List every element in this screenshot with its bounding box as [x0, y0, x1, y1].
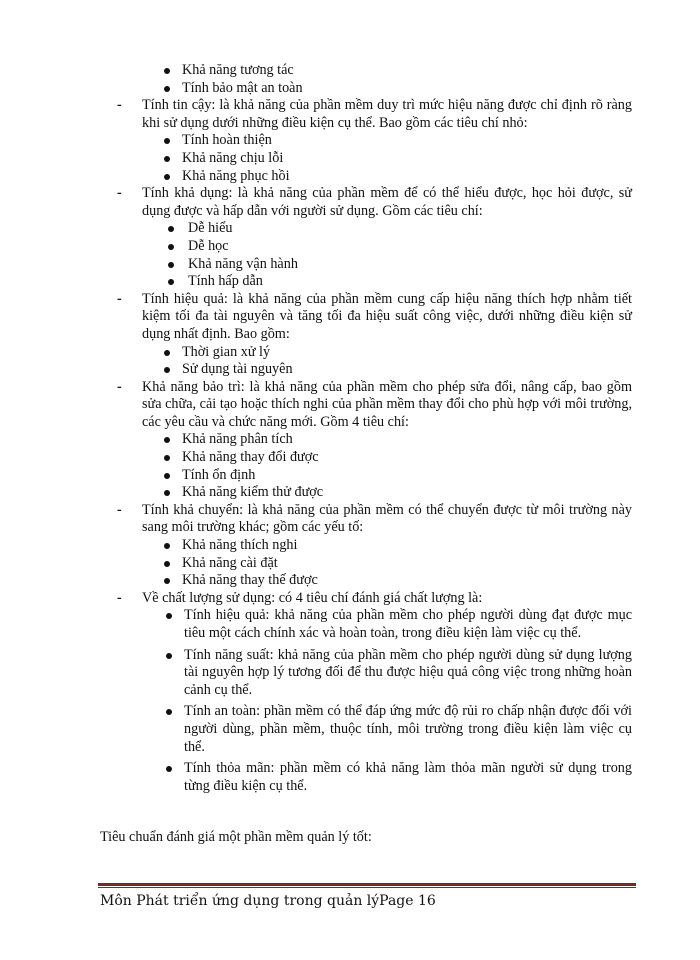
section-text: Khả năng bảo trì: là khả năng của phần mềm cho phép sửa đổi, nâng cấp, bao gồm sửa chữa, cải tạo hoặc thích nghi của phần mềm thay đổi cho phù hợp với môi trường, các yêu cầu và chức năng mới. Gồm 4 tiêu chí:: [142, 378, 632, 430]
list-item: Khả năng chịu lỗi: [142, 150, 632, 168]
list-item: Khả năng thay thế được: [142, 572, 632, 590]
list-item: Thời gian xử lý: [142, 344, 632, 362]
list-item: Tính năng suất: khả năng của phần mềm cho phép người dùng sử dụng lượng tài nguyên hợp lý tương đối để thu được hiệu quả công việc trong những hoàn cảnh cụ thể.: [142, 647, 632, 700]
section-text: Tính tin cậy: là khả năng của phần mềm duy trì mức hiệu năng được chỉ định rõ ràng khi sử dụng dưới những điều kiện cụ thể. Bao gồm các tiêu chí nhỏ:: [142, 97, 632, 131]
section-text: Về chất lượng sử dụng: có 4 tiêu chí đánh giá chất lượng là:: [142, 589, 483, 606]
section-text: Tính hiệu quả: là khả năng của phần mềm cung cấp hiệu năng thích hợp nhằm tiết kiệm tối đa tài nguyên và tăng tối đa hiệu suất công việc, dưới những điều kiện sử dụng nhất định. Bao gồm:: [142, 290, 632, 342]
bullet-list: [142, 220, 632, 290]
list-item: Khả năng phục hồi: [142, 168, 632, 186]
dash-marker: -: [117, 185, 122, 202]
dash-marker: -: [117, 501, 122, 518]
bullet-list: [142, 344, 632, 379]
list-item: Tính hấp dẫn: [142, 273, 632, 291]
list-item: Khả năng tương tác: [142, 62, 632, 80]
section-text: Tính khả dụng: là khả năng của phần mềm để có thể hiểu được, học hỏi được, sử dụng được và hấp dẫn với người sử dụng. Gồm các tiêu chí:: [142, 185, 632, 219]
bullet-list: [142, 431, 632, 501]
page-footer: Môn Phát triển ứng dụng trong quản lýPage 16: [100, 893, 436, 909]
section-portability: [100, 502, 632, 590]
list-item: Khả năng kiểm thử được: [142, 484, 632, 502]
section-quality-in-use: [100, 590, 632, 796]
bullet-list: [142, 607, 632, 795]
list-item: Tính bảo mật an toàn: [142, 80, 632, 98]
footer-rule-thin: [98, 887, 636, 888]
list-item: Khả năng thay đổi được: [142, 449, 632, 467]
footer-rule-thick: [98, 883, 636, 886]
list-item: Khả năng vận hành: [142, 256, 632, 274]
list-item: Tính an toàn: phần mềm có thể đáp ứng mức độ rủi ro chấp nhận được đối với người dùng, phần mềm, thuộc tính, môi trường trong điều kiện làm việc cụ thể.: [142, 703, 632, 756]
list-item: Khả năng cài đặt: [142, 555, 632, 573]
page-content: [100, 62, 632, 847]
list-item: Khả năng thích nghi: [142, 537, 632, 555]
list-item: Tính hiệu quả: khả năng của phần mềm cho phép người dùng đạt được mục tiêu một cách chính xác và hoàn toàn, trong điều kiện làm việc cụ thể.: [142, 607, 632, 642]
section-reliability: [100, 97, 632, 185]
section-efficiency: [100, 291, 632, 379]
bullet-list: [142, 132, 632, 185]
list-item: Tính hoàn thiện: [142, 132, 632, 150]
bullet-list: [142, 537, 632, 590]
list-item: Tính thỏa mãn: phần mềm có khả năng làm thỏa mãn người sử dụng trong từng điều kiện cụ thể.: [142, 760, 632, 795]
list-item: Tính ổn định: [142, 467, 632, 485]
closing-paragraph: Tiêu chuẩn đánh giá một phần mềm quản lý tốt:: [100, 829, 372, 846]
list-item: Sử dụng tài nguyên: [142, 361, 632, 379]
dash-marker: -: [117, 378, 122, 395]
list-item: Khả năng phân tích: [142, 431, 632, 449]
list-item: Dễ hiểu: [142, 220, 632, 238]
section-usability: [100, 185, 632, 291]
footer-divider: [98, 883, 636, 889]
dash-marker: -: [117, 290, 122, 307]
list-item: Dễ học: [142, 238, 632, 256]
section-maintainability: [100, 379, 632, 502]
dash-marker: -: [117, 97, 122, 114]
dash-marker: -: [117, 589, 122, 606]
section-text: Tính khả chuyển: là khả năng của phần mềm có thể chuyển được từ môi trường này sang môi trường khác; gồm các yếu tố:: [142, 501, 632, 536]
intro-bullet-list: [142, 62, 632, 97]
